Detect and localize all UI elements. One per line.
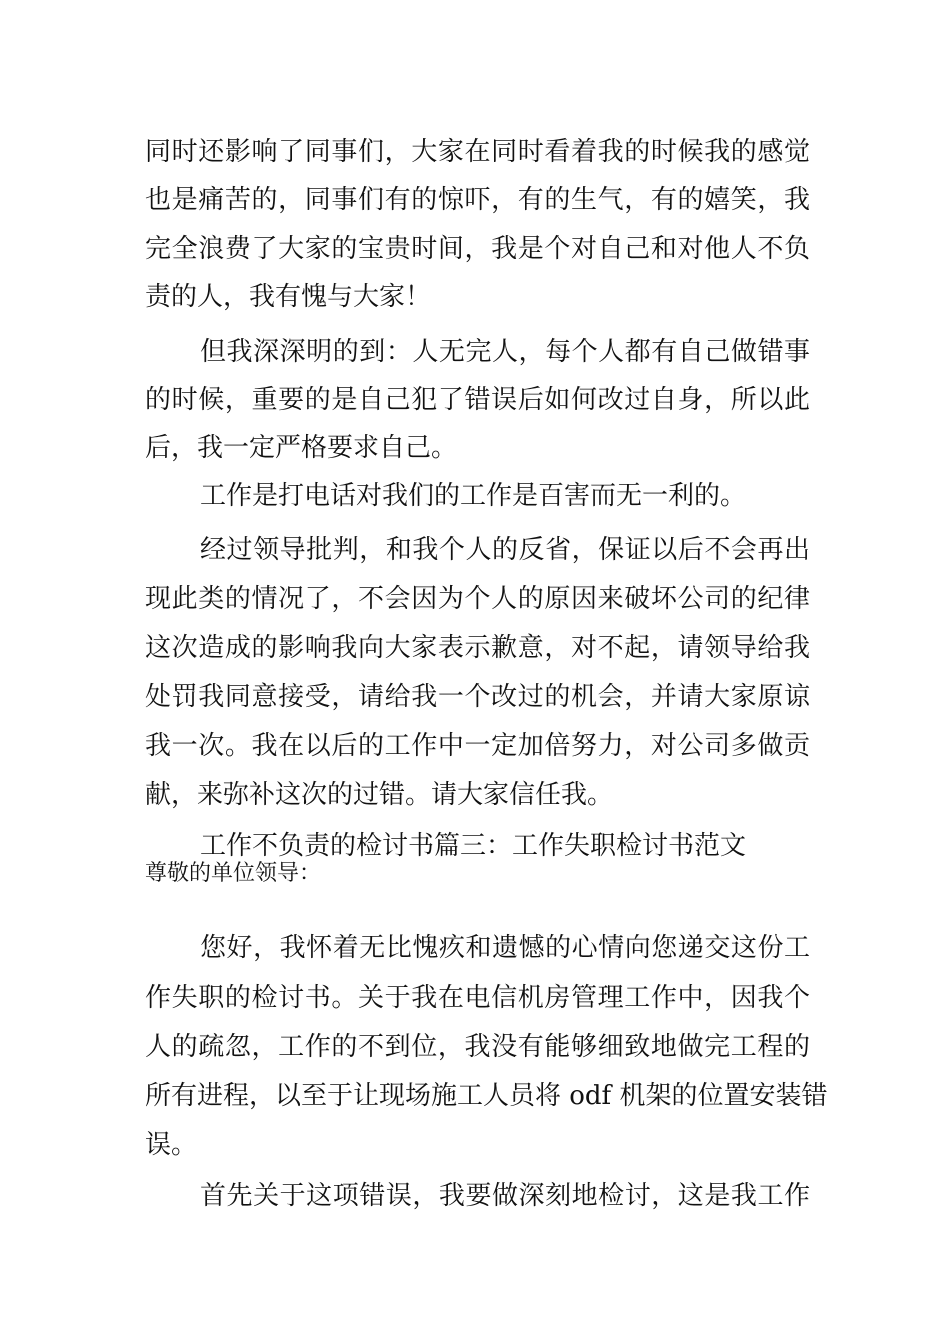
text-line: 现此类的情况了，不会因为个人的原因来破坏公司的纪律 — [145, 584, 810, 614]
text-line: 人的疏忽，工作的不到位，我没有能够细致地做完工程的 — [145, 1032, 810, 1062]
text-line: 误。 — [145, 1130, 198, 1160]
text-line: 所有进程，以至于让现场施工人员将 odf 机架的位置安装错 — [145, 1081, 828, 1111]
text-line: 处罚我同意接受，请给我一个改过的机会，并请大家原谅 — [145, 682, 810, 712]
text-line: 您好，我怀着无比愧疚和遗憾的心情向您递交这份工 — [200, 933, 810, 963]
text-line: 但我深深明的到：人无完人，每个人都有自己做错事 — [200, 337, 810, 367]
section-heading: 工作不负责的检讨书篇三：工作失职检讨书范文 — [200, 831, 747, 861]
text-line: 作失职的检讨书。关于我在电信机房管理工作中，因我个 — [145, 983, 810, 1013]
text-line: 也是痛苦的，同事们有的惊吓，有的生气，有的嬉笑，我 — [145, 185, 810, 215]
text-line: 我一次。我在以后的工作中一定加倍努力，对公司多做贡 — [145, 731, 810, 761]
text-line: 献，来弥补这次的过错。请大家信任我。 — [145, 780, 614, 810]
text-line: 这次造成的影响我向大家表示歉意，对不起，请领导给我 — [145, 633, 810, 663]
text-line: 后，我一定严格要求自己。 — [145, 433, 458, 463]
text-line: 经过领导批判，和我个人的反省，保证以后不会再出 — [200, 535, 810, 565]
salutation: 尊敬的单位领导： — [145, 861, 322, 886]
text-line: 首先关于这项错误，我要做深刻地检讨，这是我工作 — [200, 1181, 810, 1211]
text-line: 责的人，我有愧与大家！ — [145, 282, 432, 312]
text-line: 同时还影响了同事们，大家在同时看着我的时候我的感觉 — [145, 137, 810, 167]
text-line: 完全浪费了大家的宝贵时间，我是个对自己和对他人不负 — [145, 234, 810, 264]
text-line: 的时候，重要的是自己犯了错误后如何改过自身，所以此 — [145, 385, 810, 415]
text-line: 工作是打电话对我们的工作是百害而无一利的。 — [200, 481, 747, 511]
